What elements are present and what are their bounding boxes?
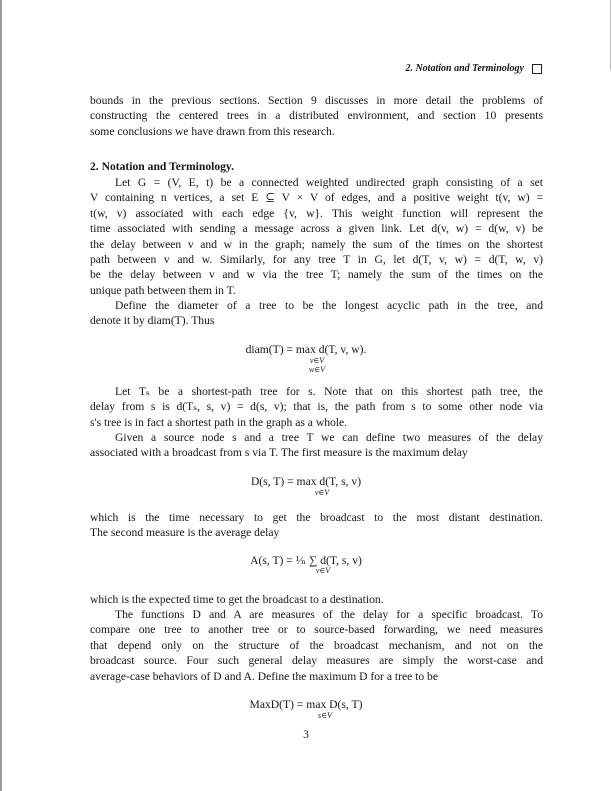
section-heading: 2. Notation and Terminology. bbox=[90, 160, 234, 173]
paragraph-intro-line: constructing the centered trees in a distributed environment, and section 10 presents bbox=[90, 109, 543, 123]
equation-average-delay-subscript: v∈V bbox=[315, 566, 331, 575]
paragraph-definitions-line: the delay between v and w in the graph; namely the sum of the times on the shortest bbox=[90, 237, 543, 251]
paragraph-definitions-line: t(w, v) associated with each edge {v, w}. This weight function will represent the bbox=[90, 206, 543, 220]
paragraph-definitions-line: unique path between them in T. bbox=[90, 283, 236, 297]
paragraph-intro-line: some conclusions we have drawn from this research. bbox=[90, 124, 335, 138]
page-number: 3 bbox=[303, 728, 309, 741]
paragraph-general-measures-line: that depend only on the structure of the broadcast mechanism, and not on the bbox=[90, 638, 543, 652]
equation-average-delay bbox=[0, 553, 612, 575]
paragraph-definitions-line: path between v and w. Similarly, for any tree T in G, let d(T, v, w) = d(T, w, v) bbox=[90, 253, 543, 266]
equation-diameter-subscript: w∈V bbox=[308, 365, 326, 374]
paragraph-general-measures-line: broadcast source. Four such general delay measures are simply the worst-case and bbox=[90, 654, 543, 668]
equation-maxd-expression: MaxD(T) = max D(s, T) bbox=[249, 698, 363, 711]
paragraph-measures-line: Given a source node s and a tree T we can define two measures of the delay bbox=[115, 431, 543, 444]
equation-diameter-expression: diam(T) = max d(T, v, w). bbox=[245, 343, 367, 356]
equation-max-delay bbox=[0, 475, 612, 497]
paragraph-measures-line: associated with a broadcast from s via T. The first measure is the maximum delay bbox=[90, 446, 468, 460]
paragraph-average-delay-line: which is the expected time to get the broadcast to a destination. bbox=[90, 593, 384, 606]
paragraph-max-delay-line: which is the time necessary to get the broadcast to the most distant destination. bbox=[90, 511, 543, 524]
paragraph-definitions-line: be the delay between v and w via the tree T; namely the sum of the times on the bbox=[90, 268, 543, 282]
paragraph-general-measures-line: average-case behaviors of D and A. Define the maximum D for a tree to be bbox=[90, 669, 438, 683]
equation-maxd bbox=[0, 698, 612, 720]
running-header bbox=[405, 63, 542, 74]
paragraph-diameter-line: Define the diameter of a tree to be the longest acyclic path in the tree, and bbox=[115, 299, 543, 312]
equation-max-delay-expression: D(s, T) = max d(T, s, v) bbox=[250, 475, 362, 488]
paragraph-definitions-line: Let G = (V, E, t) be a connected weighted undirected graph consisting of a set bbox=[115, 176, 543, 189]
paragraph-shortest-path-line: Let Tₛ be a shortest-path tree for s. Note that on this shortest path tree, the bbox=[115, 385, 543, 398]
paragraph-definitions-line: V containing n vertices, a set E ⊆ V × V of edges, and a positive weight t(v, w) = bbox=[90, 191, 543, 205]
equation-diameter-subscript: v∈V bbox=[309, 356, 325, 365]
paragraph-diameter-line: denote it by diam(T). Thus bbox=[90, 314, 215, 328]
paragraph-intro-line: bounds in the previous sections. Section 9 discusses in more detail the problems of bbox=[90, 94, 543, 107]
paragraph-definitions-line: time associated with sending a message across a given link. Let d(v, w) = d(w, v) be bbox=[90, 222, 543, 236]
paragraph-max-delay-line: The second measure is the average delay bbox=[90, 526, 280, 540]
paragraph-general-measures-line: The functions D and A are measures of the delay for a specific broadcast. To bbox=[115, 608, 543, 621]
square-icon bbox=[532, 64, 542, 74]
equation-max-delay-subscript: v∈V bbox=[314, 488, 330, 497]
equation-diameter bbox=[0, 343, 612, 374]
paragraph-general-measures-line: compare one tree to another tree or to source-based forwarding, we need measures bbox=[90, 623, 543, 637]
paragraph-shortest-path-line: s's tree is in fact a shortest path in the graph as a whole. bbox=[90, 415, 348, 429]
paragraph-shortest-path-line: delay from s is d(Tₛ, s, v) = d(s, v); that is, the path from s to some other node via bbox=[90, 400, 543, 414]
running-header-text: 2. Notation and Terminology bbox=[405, 63, 524, 74]
equation-average-delay-expression: A(s, T) = ¹⁄ₙ ∑ d(T, s, v) bbox=[250, 554, 362, 567]
equation-maxd-subscript: s∈V bbox=[318, 711, 332, 720]
scan-edge bbox=[610, 0, 611, 70]
scan-edge bbox=[0, 0, 2, 791]
